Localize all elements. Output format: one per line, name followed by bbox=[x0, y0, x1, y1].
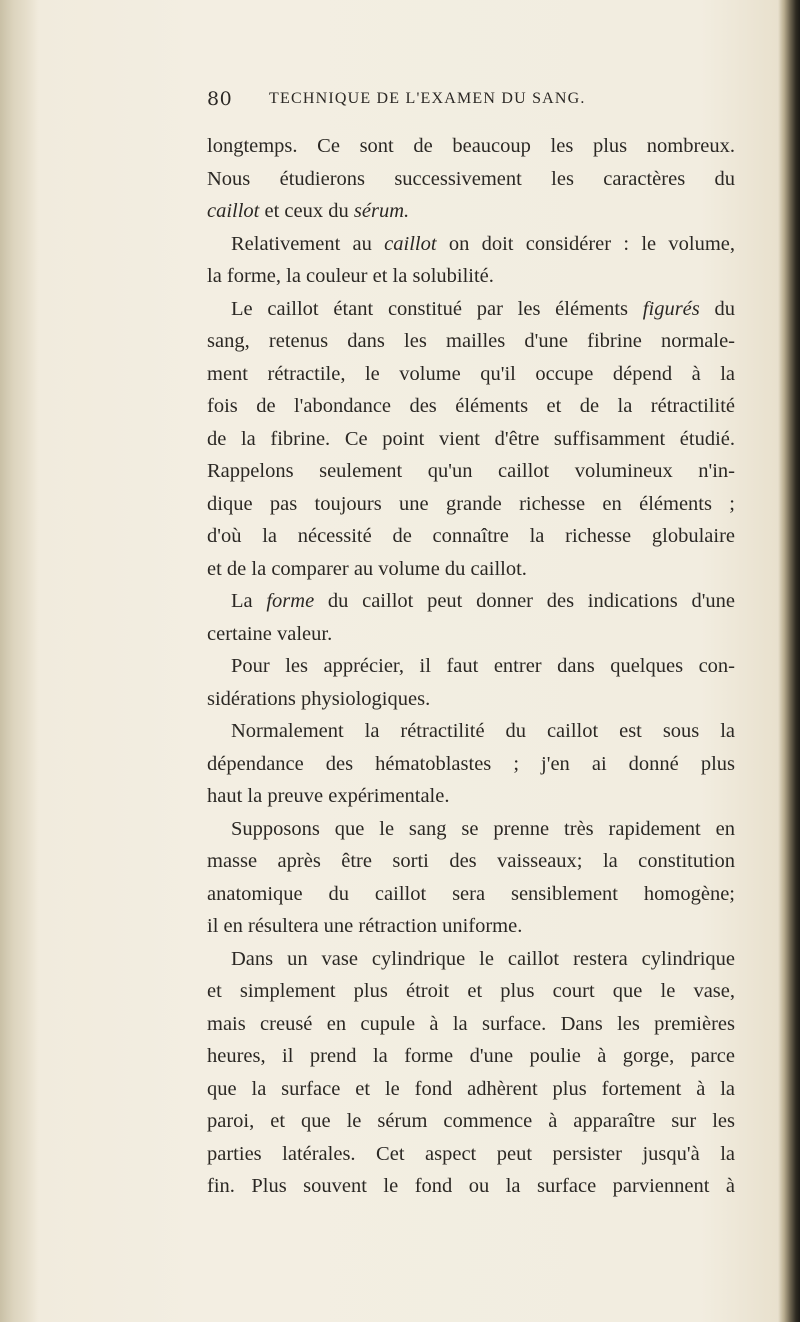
text-run: anatomique du caillot sera sensiblement homogène; bbox=[207, 882, 735, 905]
text-run: Le caillot étant constitué par les éléments bbox=[231, 297, 643, 320]
text-run: masse après être sorti des vaisseaux; la constitution bbox=[207, 850, 735, 872]
text-run: mais creusé en cupule à la surface. Dans les premières bbox=[207, 1012, 735, 1035]
text-run: Rappelons seulement qu'un caillot volumineux n'in- bbox=[207, 460, 735, 482]
text-run: Dans un vase cylindrique le caillot restera cylindrique bbox=[231, 947, 735, 970]
text-run: que la surface et le fond adhèrent plus fortement à la bbox=[207, 1077, 735, 1100]
text-line bbox=[207, 715, 735, 748]
text-run: et ceux du bbox=[259, 200, 354, 222]
text-line bbox=[207, 1073, 735, 1106]
text-line bbox=[207, 845, 735, 878]
running-title: TECHNIQUE DE L'EXAMEN DU SANG. bbox=[269, 90, 586, 107]
text-line bbox=[207, 390, 735, 423]
text-line bbox=[207, 293, 735, 326]
text-line bbox=[207, 1170, 735, 1203]
body-text bbox=[207, 130, 735, 1203]
text-line bbox=[207, 325, 735, 358]
text-line bbox=[207, 910, 735, 943]
page-gutter-shadow bbox=[0, 0, 38, 1322]
text-run: fois de l'abondance des éléments et de la rétractilité bbox=[207, 395, 735, 417]
text-run: parties latérales. Cet aspect peut persister jusqu'à la bbox=[207, 1142, 735, 1165]
text-line bbox=[207, 488, 735, 521]
text-line bbox=[207, 780, 735, 813]
page-binding-edge bbox=[778, 0, 800, 1322]
text-run: et simplement plus étroit et plus court que le vase, bbox=[207, 980, 735, 1002]
text-line bbox=[207, 813, 735, 846]
text-run: dique pas toujours une grande richesse en éléments ; bbox=[207, 492, 735, 515]
italic-term: caillot bbox=[384, 232, 437, 255]
text-run: haut la preuve expérimentale. bbox=[207, 785, 450, 807]
text-line bbox=[207, 423, 735, 456]
running-head bbox=[207, 88, 647, 114]
text-run: et de la comparer au volume du caillot. bbox=[207, 557, 527, 580]
text-line bbox=[207, 1040, 735, 1073]
text-line bbox=[207, 1008, 735, 1041]
text-line bbox=[207, 455, 735, 488]
text-run: Nous étudierons successivement les caractères du bbox=[207, 167, 735, 190]
text-run: la forme, la couleur et la solubilité. bbox=[207, 265, 494, 287]
text-run: sang, retenus dans les mailles d'une fibrine normale- bbox=[207, 330, 735, 352]
text-line bbox=[207, 358, 735, 391]
text-line bbox=[207, 163, 735, 196]
text-run: d'où la nécessité de connaître la richesse globulaire bbox=[207, 525, 735, 547]
text-line bbox=[207, 975, 735, 1008]
text-run: Relativement au bbox=[231, 232, 385, 255]
italic-term: forme bbox=[266, 590, 315, 612]
text-line bbox=[207, 748, 735, 781]
text-line bbox=[207, 195, 735, 228]
text-line bbox=[207, 260, 735, 293]
text-run: du bbox=[699, 297, 736, 320]
text-line bbox=[207, 650, 735, 683]
text-run: du caillot peut donner des indications d'une bbox=[314, 590, 735, 612]
text-run: fin. Plus souvent le fond ou la surface parviennent à bbox=[207, 1175, 735, 1197]
text-line bbox=[207, 878, 735, 911]
italic-term: figurés bbox=[642, 297, 700, 320]
text-run: dépendance des hématoblastes ; j'en ai donné plus bbox=[207, 752, 735, 775]
text-line bbox=[207, 1138, 735, 1171]
text-line bbox=[207, 1105, 735, 1138]
text-line bbox=[207, 130, 735, 163]
text-run: il en résultera une rétraction uniforme. bbox=[207, 915, 523, 937]
text-line bbox=[207, 520, 735, 553]
text-line bbox=[207, 943, 735, 976]
page-number: 80 bbox=[207, 88, 233, 110]
text-line bbox=[207, 683, 735, 716]
italic-term: caillot bbox=[207, 200, 260, 222]
text-run: Normalement la rétractilité du caillot est sous la bbox=[231, 720, 735, 742]
text-run: on doit considérer : le volume, bbox=[436, 232, 735, 255]
text-run: longtemps. Ce sont de beaucoup les plus nombreux. bbox=[207, 135, 735, 157]
text-run: La bbox=[231, 590, 267, 612]
text-run: sidérations physiologiques. bbox=[207, 687, 431, 710]
text-line bbox=[207, 228, 735, 261]
text-line bbox=[207, 585, 735, 618]
text-run: paroi, et que le sérum commence à apparaître sur les bbox=[207, 1110, 735, 1132]
text-run: certaine valeur. bbox=[207, 622, 333, 645]
text-line bbox=[207, 618, 735, 651]
text-run: ment rétractile, le volume qu'il occupe dépend à la bbox=[207, 362, 735, 385]
text-run: Pour les apprécier, il faut entrer dans quelques con- bbox=[231, 655, 735, 677]
text-run: Supposons que le sang se prenne très rapidement en bbox=[231, 817, 735, 840]
italic-term: sérum. bbox=[353, 200, 410, 222]
text-run: de la fibrine. Ce point vient d'être suffisamment étudié. bbox=[207, 427, 735, 450]
text-line bbox=[207, 553, 735, 586]
text-run: heures, il prend la forme d'une poulie à gorge, parce bbox=[207, 1045, 735, 1067]
